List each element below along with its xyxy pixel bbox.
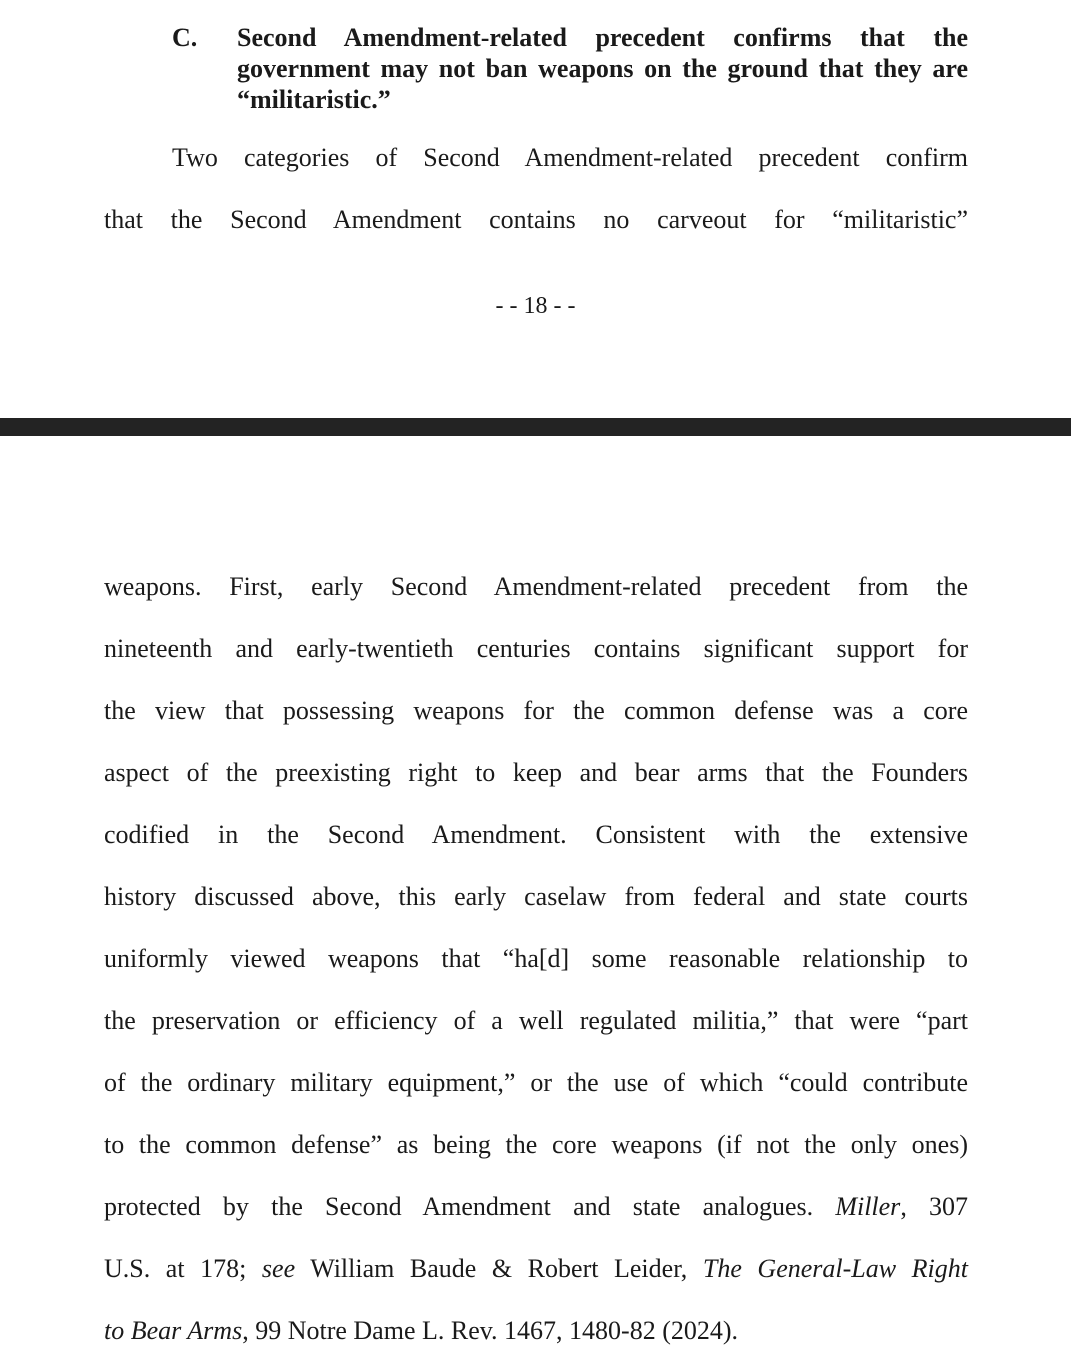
citation-volume: , 307	[900, 1192, 969, 1221]
citation-article-title-end: to Bear Arms	[104, 1316, 243, 1345]
citation-authors: William Baude & Robert Leider,	[310, 1254, 688, 1283]
section-heading-letter: C.	[172, 23, 198, 52]
citation-journal: , 99 Notre Dame L. Rev. 1467, 1480-82 (2024).	[242, 1316, 739, 1345]
paragraph-line-1: Two categories of Second Amendment-related precedent confirm	[172, 143, 968, 172]
page-break-divider	[0, 418, 1071, 436]
body-line-13	[104, 1316, 968, 1346]
section-heading-text: Second Amendment-related precedent confirms that the government may not ban weapons on the ground that they are “militaristic.”	[237, 23, 968, 114]
body-line-10: to the common defense” as being the core weapons (if not the only ones)	[104, 1130, 968, 1159]
citation-reporter: U.S. at 178;	[104, 1254, 247, 1283]
body-line-11	[104, 1192, 968, 1222]
body-line-12	[104, 1254, 968, 1284]
body-line-3: the view that possessing weapons for the common defense was a core	[104, 696, 968, 725]
body-line-5: codified in the Second Amendment. Consistent with the extensive	[104, 820, 968, 849]
citation-text: protected by the Second Amendment and state analogues.	[104, 1192, 814, 1221]
body-line-2: nineteenth and early-twentieth centuries contains significant support for	[104, 634, 968, 663]
citation-article-title: The General-Law Right	[702, 1254, 968, 1283]
page-number: - - 18 - -	[495, 293, 576, 319]
body-line-4: aspect of the preexisting right to keep and bear arms that the Founders	[104, 758, 968, 787]
citation-case-name: Miller	[835, 1192, 901, 1221]
paragraph-line-2: that the Second Amendment contains no carveout for “militaristic”	[104, 205, 968, 234]
body-line-7: uniformly viewed weapons that “ha[d] some reasonable relationship to	[104, 944, 968, 973]
citation-signal: see	[261, 1254, 296, 1283]
body-line-8: the preservation or efficiency of a well regulated militia,” that were “part	[104, 1006, 968, 1035]
section-heading	[172, 22, 968, 115]
body-line-1: weapons. First, early Second Amendment-related precedent from the	[104, 572, 968, 601]
body-line-6: history discussed above, this early caselaw from federal and state courts	[104, 882, 968, 911]
body-line-9: of the ordinary military equipment,” or the use of which “could contribute	[104, 1068, 968, 1097]
